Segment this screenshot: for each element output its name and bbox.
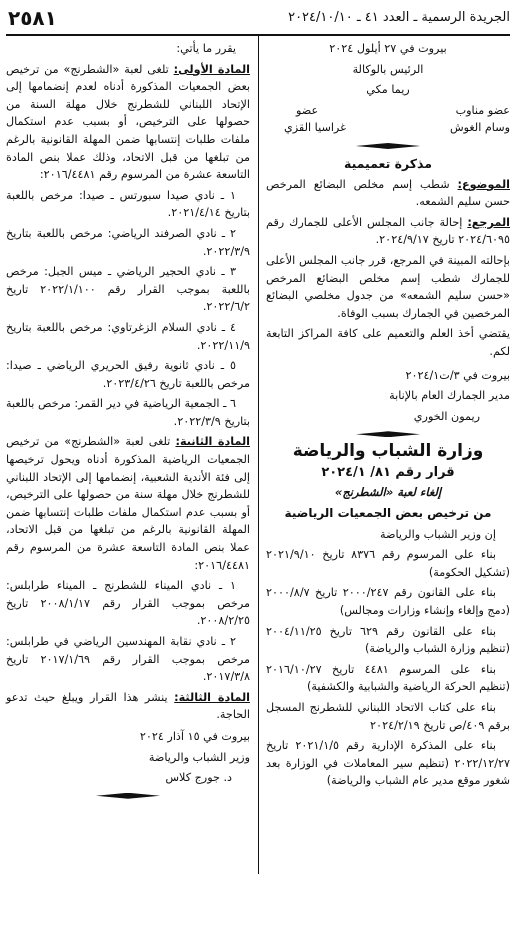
decree-issuer: إن وزير الشباب والرياضة [379, 527, 496, 541]
memo-signer-name: ريمون الخوري [413, 409, 480, 423]
article-2-label: المادة الثانية: [175, 435, 251, 449]
memo-closing: يقتضي أخذ العلم والتعميم على كافة المراكز التابعة لكم. [266, 327, 510, 358]
article-1-item: ٥ ـ نادي ثانوية رفيق الحريري الرياضي ـ صيدا: مرخص باللعبة تاريخ ٢٠٢٣/٤/٢٦. [6, 359, 250, 390]
memo-ref-text: إحالة جانب المجلس الأعلى للجمارك رقم ٢٠٢٤/٦٠٩٥ تاريخ ٢٠٢٤/٩/١٧. [266, 215, 510, 247]
closing-name: د. جورج كلاس [165, 771, 232, 785]
memo-body: بإحالته المبينة في المرجع، قرر جانب المجلس الأعلى للجمارك شطب إسم مخلص البضائع المرخص «حسن سليم الشمعه» من جدول مخلصي البضائع المرخصين في الجمارك بسبب الوفاة. [266, 253, 510, 320]
page-header [6, 6, 510, 32]
article-1-items [6, 187, 250, 431]
member-name: غراسيا القزي [284, 121, 346, 135]
recital-item: بناء على المرسوم رقم ٨٣٧٦ تاريخ ٢٠٢١/٩/١٠ (تشكيل الحكومة) [266, 548, 510, 579]
article-1-item: ٤ ـ نادي السلام الزغرتاوي: مرخص باللعبة بتاريخ ٢٠٢٢/١١/٩. [6, 320, 250, 352]
prev-president-name: ريما مكي [366, 83, 410, 97]
recital-item: بناء على القانون رقم ٢٠٠٠/٢٤٧ تاريخ ٢٠٠٠/٨/٧ (دمج وإلغاء وإنشاء وزارات ومجالس) [266, 586, 510, 618]
left-column [6, 40, 250, 805]
article-1-item: ٢ ـ نادي الصرفند الرياضي: مرخص باللعبة بتاريخ ٢٠٢٢/٣/٩. [6, 226, 250, 258]
separator-ornament-3 [96, 793, 160, 799]
memo-date: بيروت في ٣/ت٢٠٢٤/١ [405, 368, 510, 382]
closing-title: وزير الشباب والرياضة [148, 750, 250, 764]
member-alt-name: وسام الغوش [449, 121, 510, 135]
article-3 [6, 689, 250, 724]
decree-subtitle: إلغاء لعبة «الشطرنج» [334, 485, 442, 500]
closing-date: بيروت في ١٥ آذار ٢٠٢٤ [139, 729, 250, 743]
member-label: عضو [296, 103, 319, 117]
prev-president-title: الرئيس بالوكالة [352, 62, 424, 76]
recitals-list [266, 546, 510, 790]
recital-item: بناء على المذكرة الإدارية رقم ٢٠٢١/١/٥ تاريخ ٢٠٢٢/١٢/٢٧ (تنظيم سير المعاملات في الوزارة بعد شغور موقع مدير عام الشباب والرياضة) [266, 739, 510, 788]
memo-subject [266, 176, 510, 211]
recital-item: بناء على المرسوم ٤٤٨١ تاريخ ٢٠١٦/١٠/٢٧ (تنظيم الحركة الرياضية والشبابية والكشفية) [266, 662, 510, 694]
member-alt-label: عضو مناوب [455, 103, 510, 117]
separator-ornament-2 [356, 431, 420, 437]
article-1-item: ٣ ـ نادي الحجير الرياضي ـ ميس الجبل: مرخص باللعبة بموجب القرار رقم ٢٠٢٢/١/١٠٠ تاريخ ٢٠٢٢/٦/٢. [6, 265, 250, 314]
members-row [266, 102, 510, 120]
page-number: ٢٥٨١ [8, 6, 57, 30]
article-2-item: ١ ـ نادي الميناء للشطرنج ـ الميناء طرابلس: مرخص بموجب القرار رقم ٢٠٠٨/١/١٧ تاريخ ٢٠٠٨/٢/٢٥. [6, 579, 250, 628]
article-1 [6, 61, 250, 184]
recital-item: بناء على القانون رقم ٦٢٩ تاريخ ٢٠٠٤/١١/٢٥ (تنظيم وزارة الشباب والرياضة) [266, 624, 510, 656]
article-2-items [6, 577, 250, 686]
memo-ref-label: المرجع: [467, 215, 510, 229]
article-3-label: المادة الثالثة: [174, 690, 251, 704]
article-3-text: ينشر هذا القرار ويبلغ حيث تدعو الحاجة. [6, 690, 250, 722]
memo-subject-label: الموضوع: [457, 177, 510, 191]
decree-number: قرار رقم ٨١/ ٢٠٢٤/١ [321, 464, 455, 480]
recital-item: بناء على كتاب الاتحاد اللبناني للشطرنج المسجل برقم ٤٠٩/ص تاريخ ٢٠٢٤/٢/١٩ [266, 701, 510, 732]
right-column [266, 40, 510, 793]
memo-signer-title: مدير الجمارك العام بالإنابة [389, 389, 510, 403]
memo-subject-text: شطب إسم مخلص البضائع المرخص حسن سليم الشمعه. [266, 177, 510, 209]
column-divider [258, 36, 259, 874]
members-names-row [266, 119, 510, 137]
prev-date: بيروت في ٢٧ أيلول ٢٠٢٤ [329, 42, 447, 55]
memo-ref [266, 214, 510, 249]
article-2-text: تلغى لعبة «الشطرنج» من ترخيص الجمعيات الرياضية المذكورة أدناه ويحول ترخيصها إلى فئة الأندية الشعبية، إنضمامها إلى الإتحاد اللبناني للشطرنج خلال مهلة سنة من حصولها على الترخيص، أو بسبب عدم استكمال ملفات طلبات إنتسابها ضمن المهلة القانونية بالرغم من تبلغها من قبل الاتحاد، عملا بنص المادة التاسعة عشرة من المرسوم رقم ٢٠١٦/٤٤٨١: [6, 435, 250, 572]
journal-title: الجريدة الرسمية ـ العدد ٤١ ـ ٢٠٢٤/١٠/١٠ [288, 10, 510, 25]
memo-title: مذكرة تعميمية [343, 155, 433, 171]
article-2-item: ٢ ـ نادي نقابة المهندسين الرياضي في طرابلس: مرخص بموجب القرار رقم ٢٠١٧/١/٦٩ تاريخ ٢٠١٧/٣/٨. [6, 635, 250, 684]
ministry-title: وزارة الشباب والرياضة [292, 441, 484, 462]
article-1-text: تلغى لعبة «الشطرنج» من ترخيص بعض الجمعيات المذكورة أدناه لعدم إنضمامها إلى الإتحاد اللبناني للشطرنج خلال مهلة السنة من حصولها على الترخيص، أو بسبب عدم استكمال ملفات طلبات إنتسابها ضمن المهلة القانونية بالرغم من تبلغها من قبل الاتحاد، وذلك عملا بنص المادة التاسعة عشرة من المرسوم رقم ٢٠١٦/٤٤٨١: [6, 62, 250, 182]
separator-ornament [356, 143, 420, 149]
article-1-item: ١ ـ نادي صيدا سبورتس ـ صيدا: مرخص باللعبة بتاريخ ٢٠٢١/٤/١٤. [6, 188, 250, 220]
decree-intro: يقرر ما يأتي: [176, 42, 236, 55]
decree-subtitle-2: من ترخيص بعض الجمعيات الرياضية [284, 506, 492, 521]
article-2 [6, 433, 250, 574]
article-1-label: المادة الأولى: [173, 62, 251, 76]
article-1-item: ٦ ـ الجمعية الرياضية في دير القمر: مرخص باللعبة بتاريخ ٢٠٢٢/٣/٩. [6, 397, 250, 428]
